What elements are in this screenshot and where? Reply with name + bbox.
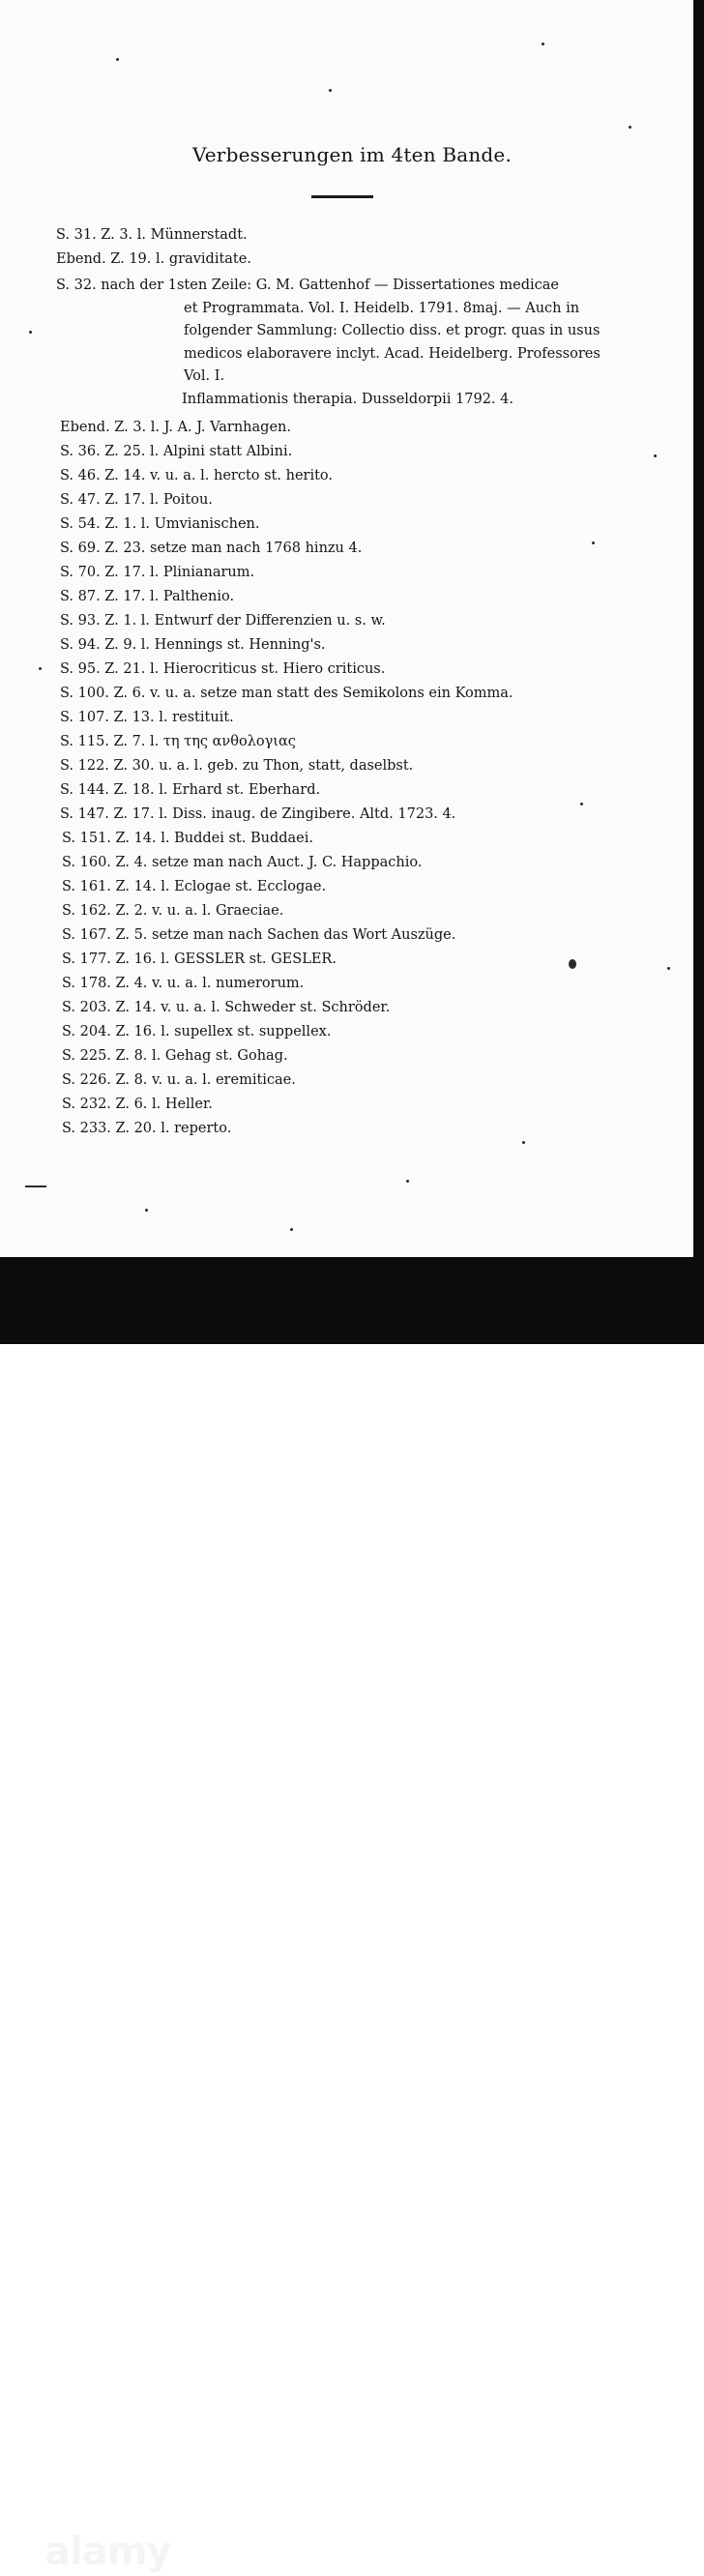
scan-speck <box>654 454 657 457</box>
errata-entry-multiline <box>56 275 685 412</box>
errata-line: S. 32. nach der 1sten Zeile: G. M. Gattenhof — Dissertationes medicae <box>56 278 559 293</box>
errata-entry: Ebend. Z. 3. l. J. A. J. Varnhagen. <box>60 420 291 435</box>
errata-entry: S. 47. Z. 17. l. Poitou. <box>60 492 213 508</box>
errata-entry: S. 36. Z. 25. l. Alpini statt Albini. <box>60 444 293 459</box>
errata-entry: S. 144. Z. 18. l. Erhard st. Eberhard. <box>60 782 321 798</box>
watermark-banner <box>0 1257 704 2575</box>
alamy-logo: alamy <box>44 2530 171 2574</box>
errata-entry: S. 54. Z. 1. l. Umvianischen. <box>60 516 260 532</box>
errata-entry: S. 233. Z. 20. l. reperto. <box>62 1121 232 1136</box>
scan-speck <box>592 542 595 544</box>
scan-speck <box>522 1141 525 1144</box>
errata-line: medicos elaboravere inclyt. Acad. Heidelberg. Professores <box>184 345 601 362</box>
errata-entry: S. 225. Z. 8. l. Gehag st. Gohag. <box>62 1048 288 1064</box>
errata-entry: Ebend. Z. 19. l. graviditate. <box>56 251 251 267</box>
errata-entry: S. 177. Z. 16. l. GESSLER st. GESLER. <box>62 951 337 967</box>
errata-entry: S. 160. Z. 4. setze man nach Auct. J. C. Happachio. <box>62 855 423 870</box>
errata-line: et Programmata. Vol. I. Heidelb. 1791. 8maj. — Auch in <box>184 300 580 316</box>
errata-entry: S. 122. Z. 30. u. a. l. geb. zu Thon, statt, daselbst. <box>60 758 414 774</box>
scan-speck <box>29 331 32 334</box>
scan-speck <box>542 43 544 45</box>
image-id: W7A7AB <box>610 2532 673 2548</box>
watermark-url: www.alamy.com <box>562 2559 673 2575</box>
errata-entry: S. 178. Z. 4. v. u. a. l. numerorum. <box>62 976 305 991</box>
errata-entry: S. 232. Z. 6. l. Heller. <box>62 1097 213 1112</box>
scan-speck <box>39 667 42 670</box>
errata-entry: S. 115. Z. 7. l. τη της ανθολογιας <box>60 734 296 749</box>
errata-line: folgender Sammlung: Collectio diss. et progr. quas in usus <box>184 323 601 339</box>
errata-entry: S. 162. Z. 2. v. u. a. l. Graeciae. <box>62 903 284 919</box>
scan-speck <box>145 1209 148 1212</box>
errata-line: Vol. I. <box>184 368 225 385</box>
errata-entry: S. 31. Z. 3. l. Münnerstadt. <box>56 227 248 243</box>
scan-speck <box>580 803 583 805</box>
errata-entry: S. 161. Z. 14. l. Eclogae st. Ecclogae. <box>62 879 327 894</box>
errata-entry: S. 46. Z. 14. v. u. a. l. hercto st. herito. <box>60 468 333 483</box>
ink-stroke <box>25 1186 46 1187</box>
page-title: Verbesserungen im 4ten Bande. <box>191 143 513 166</box>
errata-entry: S. 151. Z. 14. l. Buddei st. Buddaei. <box>62 831 313 846</box>
scan-speck <box>116 58 119 61</box>
errata-entry: S. 94. Z. 9. l. Hennings st. Henning's. <box>60 637 326 653</box>
errata-entry: S. 95. Z. 21. l. Hierocriticus st. Hiero criticus. <box>60 661 386 677</box>
errata-entry: S. 107. Z. 13. l. restituit. <box>60 710 234 725</box>
errata-line: Inflammationis therapia. Dusseldorpii 1792. 4. <box>182 391 513 407</box>
errata-list <box>0 0 704 1257</box>
page-edge-shadow <box>693 0 704 1257</box>
scan-speck <box>406 1180 409 1183</box>
errata-entry: S. 69. Z. 23. setze man nach 1768 hinzu 4. <box>60 541 363 556</box>
ink-blot <box>569 959 576 969</box>
errata-entry: S. 226. Z. 8. v. u. a. l. eremiticae. <box>62 1072 296 1088</box>
errata-entry: S. 204. Z. 16. l. supellex st. suppellex. <box>62 1024 332 1039</box>
errata-entry: S. 87. Z. 17. l. Palthenio. <box>60 589 235 604</box>
scanned-page <box>0 0 704 1257</box>
scan-speck <box>629 126 631 129</box>
scan-speck <box>329 89 332 92</box>
scan-speck <box>667 967 670 970</box>
errata-entry: S. 167. Z. 5. setze man nach Sachen das Wort Auszüge. <box>62 927 456 943</box>
scan-speck <box>290 1228 293 1231</box>
errata-entry: S. 93. Z. 1. l. Entwurf der Differenzien u. s. w. <box>60 613 386 629</box>
errata-entry: S. 70. Z. 17. l. Plinianarum. <box>60 565 255 580</box>
errata-entry: S. 147. Z. 17. l. Diss. inaug. de Zingibere. Altd. 1723. 4. <box>60 806 456 822</box>
errata-entry: S. 100. Z. 6. v. u. a. setze man statt des Semikolons ein Komma. <box>60 686 513 701</box>
errata-entry: S. 203. Z. 14. v. u. a. l. Schweder st. Schröder. <box>62 1000 391 1015</box>
